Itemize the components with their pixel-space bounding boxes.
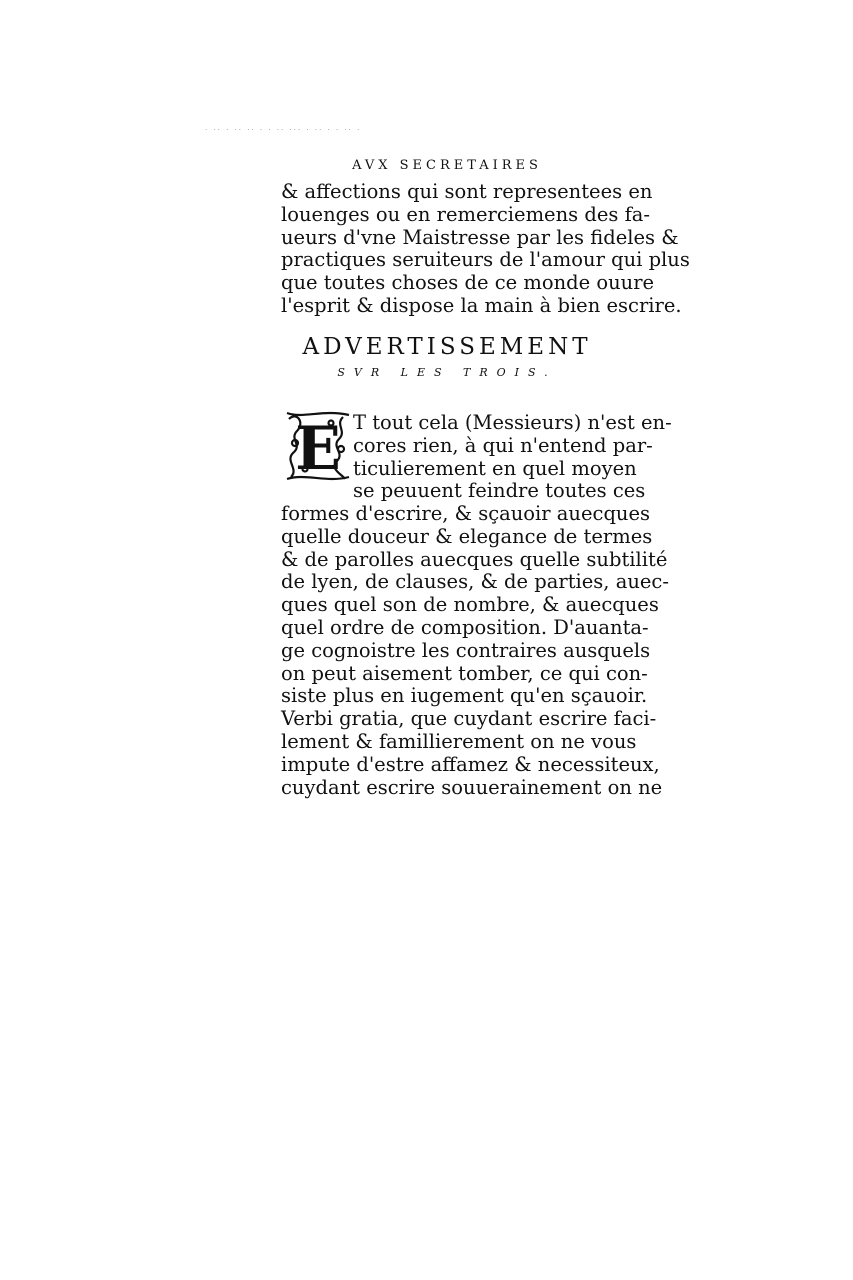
text-line: Verbi gratia, que cuydant escrire faci-	[281, 707, 657, 731]
text-line: ge cognoistre les contraires ausquels	[281, 638, 651, 662]
text-line: l'esprit & dispose la main à bien escrire.	[281, 293, 682, 317]
text-line: T tout cela (Messieurs) n'est en-	[353, 411, 672, 434]
text-line: de lyen, de clauses, & de parties, auec-	[281, 570, 669, 594]
text-line: cores rien, à qui n'entend par-	[353, 433, 653, 457]
text-line: lement & famillierement on ne vous	[281, 729, 637, 753]
running-head: AVX SECRETAIRES	[352, 158, 542, 173]
text-line: quel ordre de composition. D'auanta-	[281, 615, 649, 639]
text-line: formes d'escrire, & sçauoir auecques	[281, 502, 651, 525]
scan-specks: · ·· · ·· ·· · · ·· ··· · ·· · · ·· ·	[205, 126, 362, 134]
text-line: cuydant escrire souuerainement on ne	[281, 775, 663, 799]
text-line: louenges ou en remerciemens des fa-	[281, 202, 651, 226]
text-line: ueurs d'vne Maistresse par les fideles &	[281, 225, 679, 249]
text-line: impute d'estre affamez & necessiteux,	[281, 752, 660, 776]
section-subheading: SVR LES TROIS.	[337, 366, 557, 379]
text-line: ticulierement en quel moyen	[353, 456, 637, 480]
text-line: practiques seruiteurs de l'amour qui plus	[281, 248, 690, 272]
text-line: siste plus en iugement qu'en sçauoir.	[281, 684, 648, 708]
text-line: & affections qui sont representees en	[281, 180, 653, 203]
indented-lines	[281, 411, 672, 503]
top-paragraph	[281, 180, 690, 318]
text-line: on peut aisement tomber, ce qui con-	[281, 661, 648, 685]
initial-letter: E	[295, 414, 341, 483]
text-line: se peuuent feindre toutes ces	[353, 479, 646, 503]
text-line: ques quel son de nombre, & auecques	[281, 593, 659, 617]
section-heading: ADVERTISSEMENT	[302, 334, 592, 360]
text-line: & de parolles auecques quelle subtilité	[281, 547, 668, 571]
text-line: quelle douceur & elegance de termes	[281, 524, 653, 548]
text-line: que toutes choses de ce monde ouure	[281, 271, 655, 295]
body-paragraph	[281, 502, 669, 799]
